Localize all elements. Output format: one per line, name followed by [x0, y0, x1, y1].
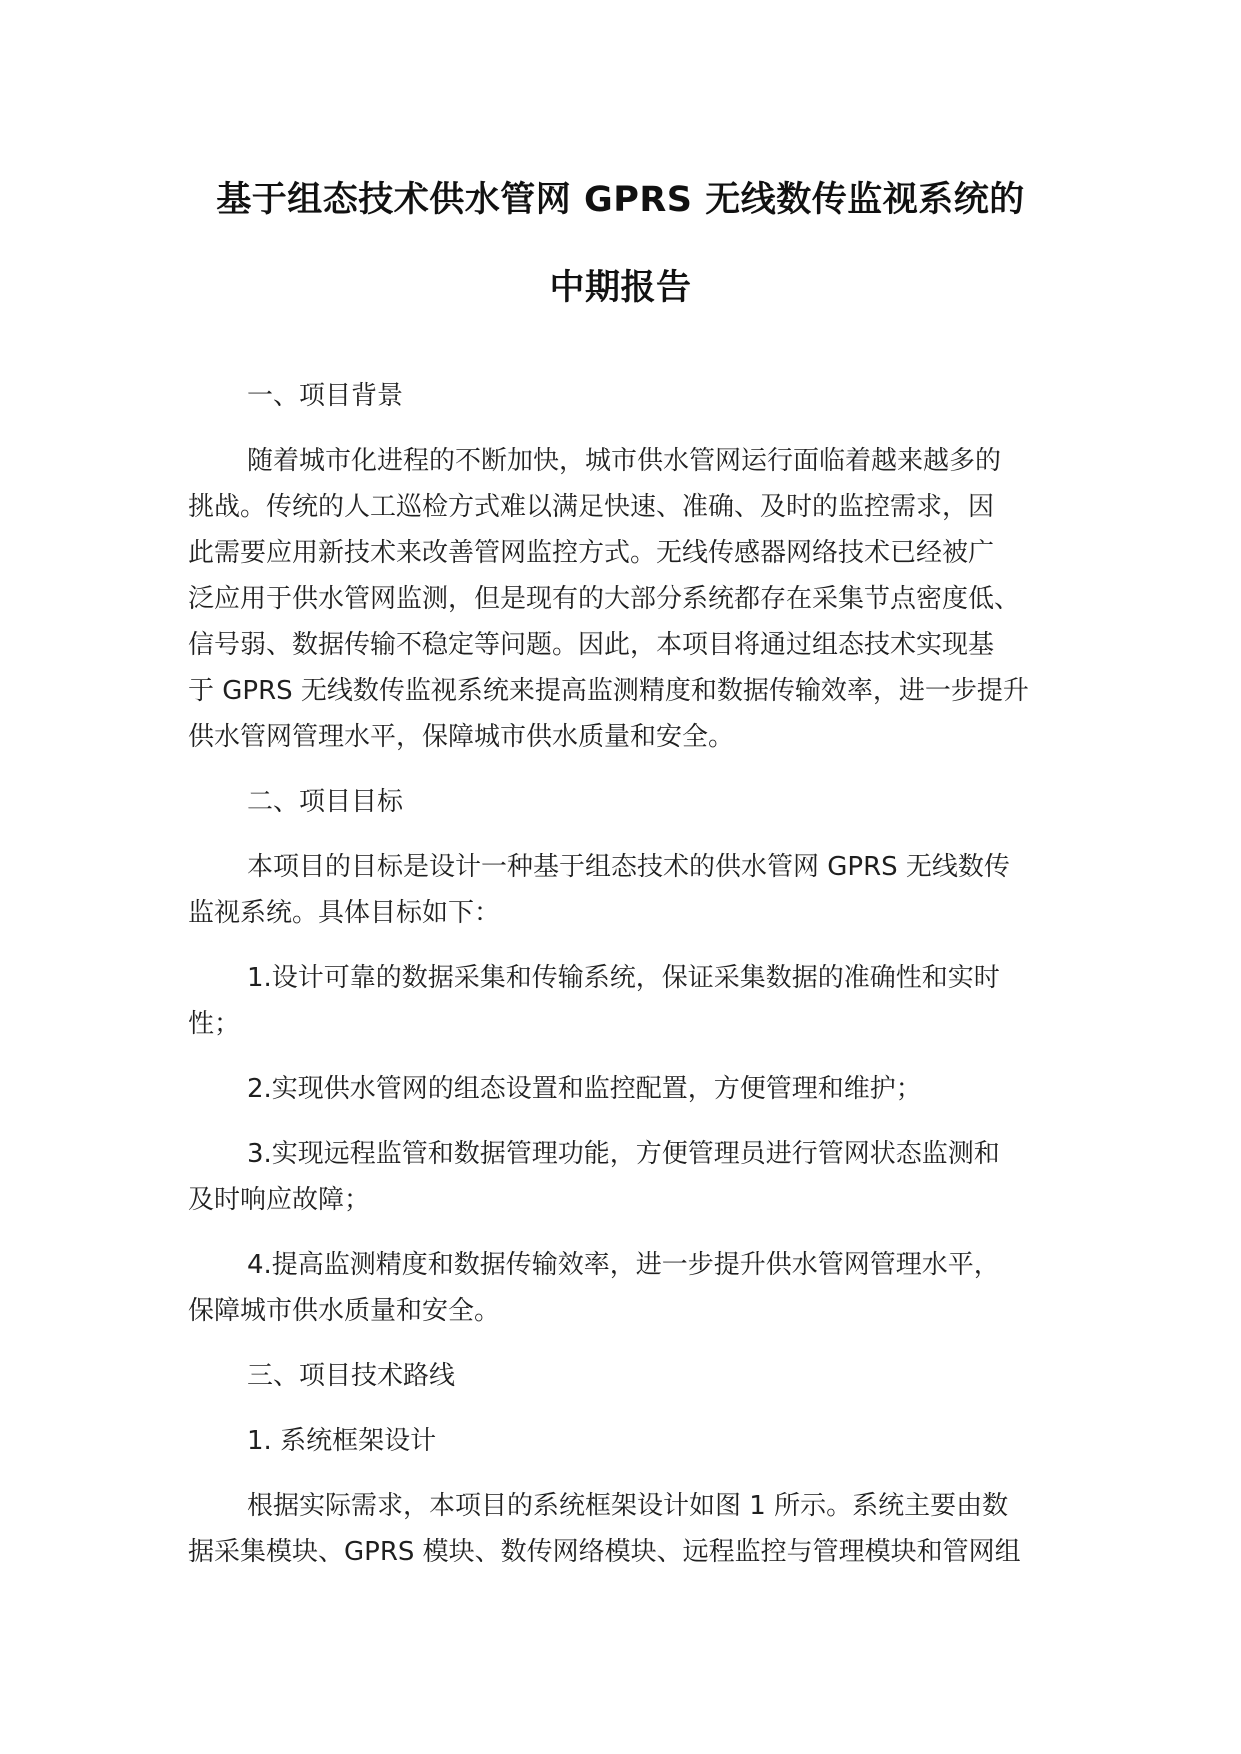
section-heading-goals: 二、项目目标 [247, 787, 404, 817]
paragraph-goals-intro [188, 844, 1068, 936]
paragraph-line: 供水管网管理水平，保障城市供水质量和安全。 [188, 722, 735, 752]
section-heading-technical-route: 三、项目技术路线 [247, 1361, 456, 1391]
paragraph-line: 挑战。传统的人工巡检方式难以满足快速、准确、及时的监控需求，因 [188, 492, 995, 522]
paragraph-line: 本项目的目标是设计一种基于组态技术的供水管网 GPRS 无线数传 [247, 852, 1010, 882]
paragraph-line: 泛应用于供水管网监测，但是现有的大部分系统都存在采集节点密度低、 [188, 584, 1021, 614]
goal-item-1 [188, 955, 1068, 1047]
paragraph-line: 信号弱、数据传输不稳定等问题。因此，本项目将通过组态技术实现基 [188, 630, 995, 660]
paragraph-line: 2.实现供水管网的组态设置和监控配置，方便管理和维护； [247, 1074, 922, 1104]
paragraph-line: 3.实现远程监管和数据管理功能，方便管理员进行管网状态监测和 [247, 1139, 1000, 1169]
paragraph-line: 监视系统。具体目标如下： [188, 898, 501, 928]
paragraph-line: 4.提高监测精度和数据传输效率，进一步提升供水管网管理水平， [247, 1250, 1000, 1280]
goal-item-3 [188, 1131, 1068, 1223]
document-title-line-2: 中期报告 [549, 268, 692, 308]
paragraph-line: 此需要应用新技术来改善管网监控方式。无线传感器网络技术已经被广 [188, 538, 995, 568]
document-title-line-1: 基于组态技术供水管网 GPRS 无线数传监视系统的 [216, 180, 1025, 220]
paragraph-system-framework [188, 1483, 1068, 1575]
goal-item-4 [188, 1242, 1068, 1334]
paragraph-line: 保障城市供水质量和安全。 [188, 1296, 501, 1326]
section-heading-background: 一、项目背景 [247, 381, 404, 411]
document-body [188, 373, 1068, 1594]
paragraph-line: 于 GPRS 无线数传监视系统来提高监测精度和数据传输效率，进一步提升 [188, 676, 1029, 706]
goal-item-2 [188, 1066, 1068, 1112]
paragraph-line: 据采集模块、GPRS 模块、数传网络模块、远程监控与管理模块和管网组 [188, 1537, 1021, 1567]
paragraph-line: 性； [188, 1009, 241, 1039]
paragraph-line: 根据实际需求，本项目的系统框架设计如图 1 所示。系统主要由数 [247, 1491, 1009, 1521]
paragraph-line: 随着城市化进程的不断加快，城市供水管网运行面临着越来越多的 [247, 446, 1002, 476]
subsection-heading-system-framework: 1. 系统框架设计 [247, 1426, 437, 1456]
paragraph-line: 及时响应故障； [188, 1185, 371, 1215]
paragraph-line: 1.设计可靠的数据采集和传输系统，保证采集数据的准确性和实时 [247, 963, 1000, 993]
paragraph-background [188, 438, 1068, 760]
